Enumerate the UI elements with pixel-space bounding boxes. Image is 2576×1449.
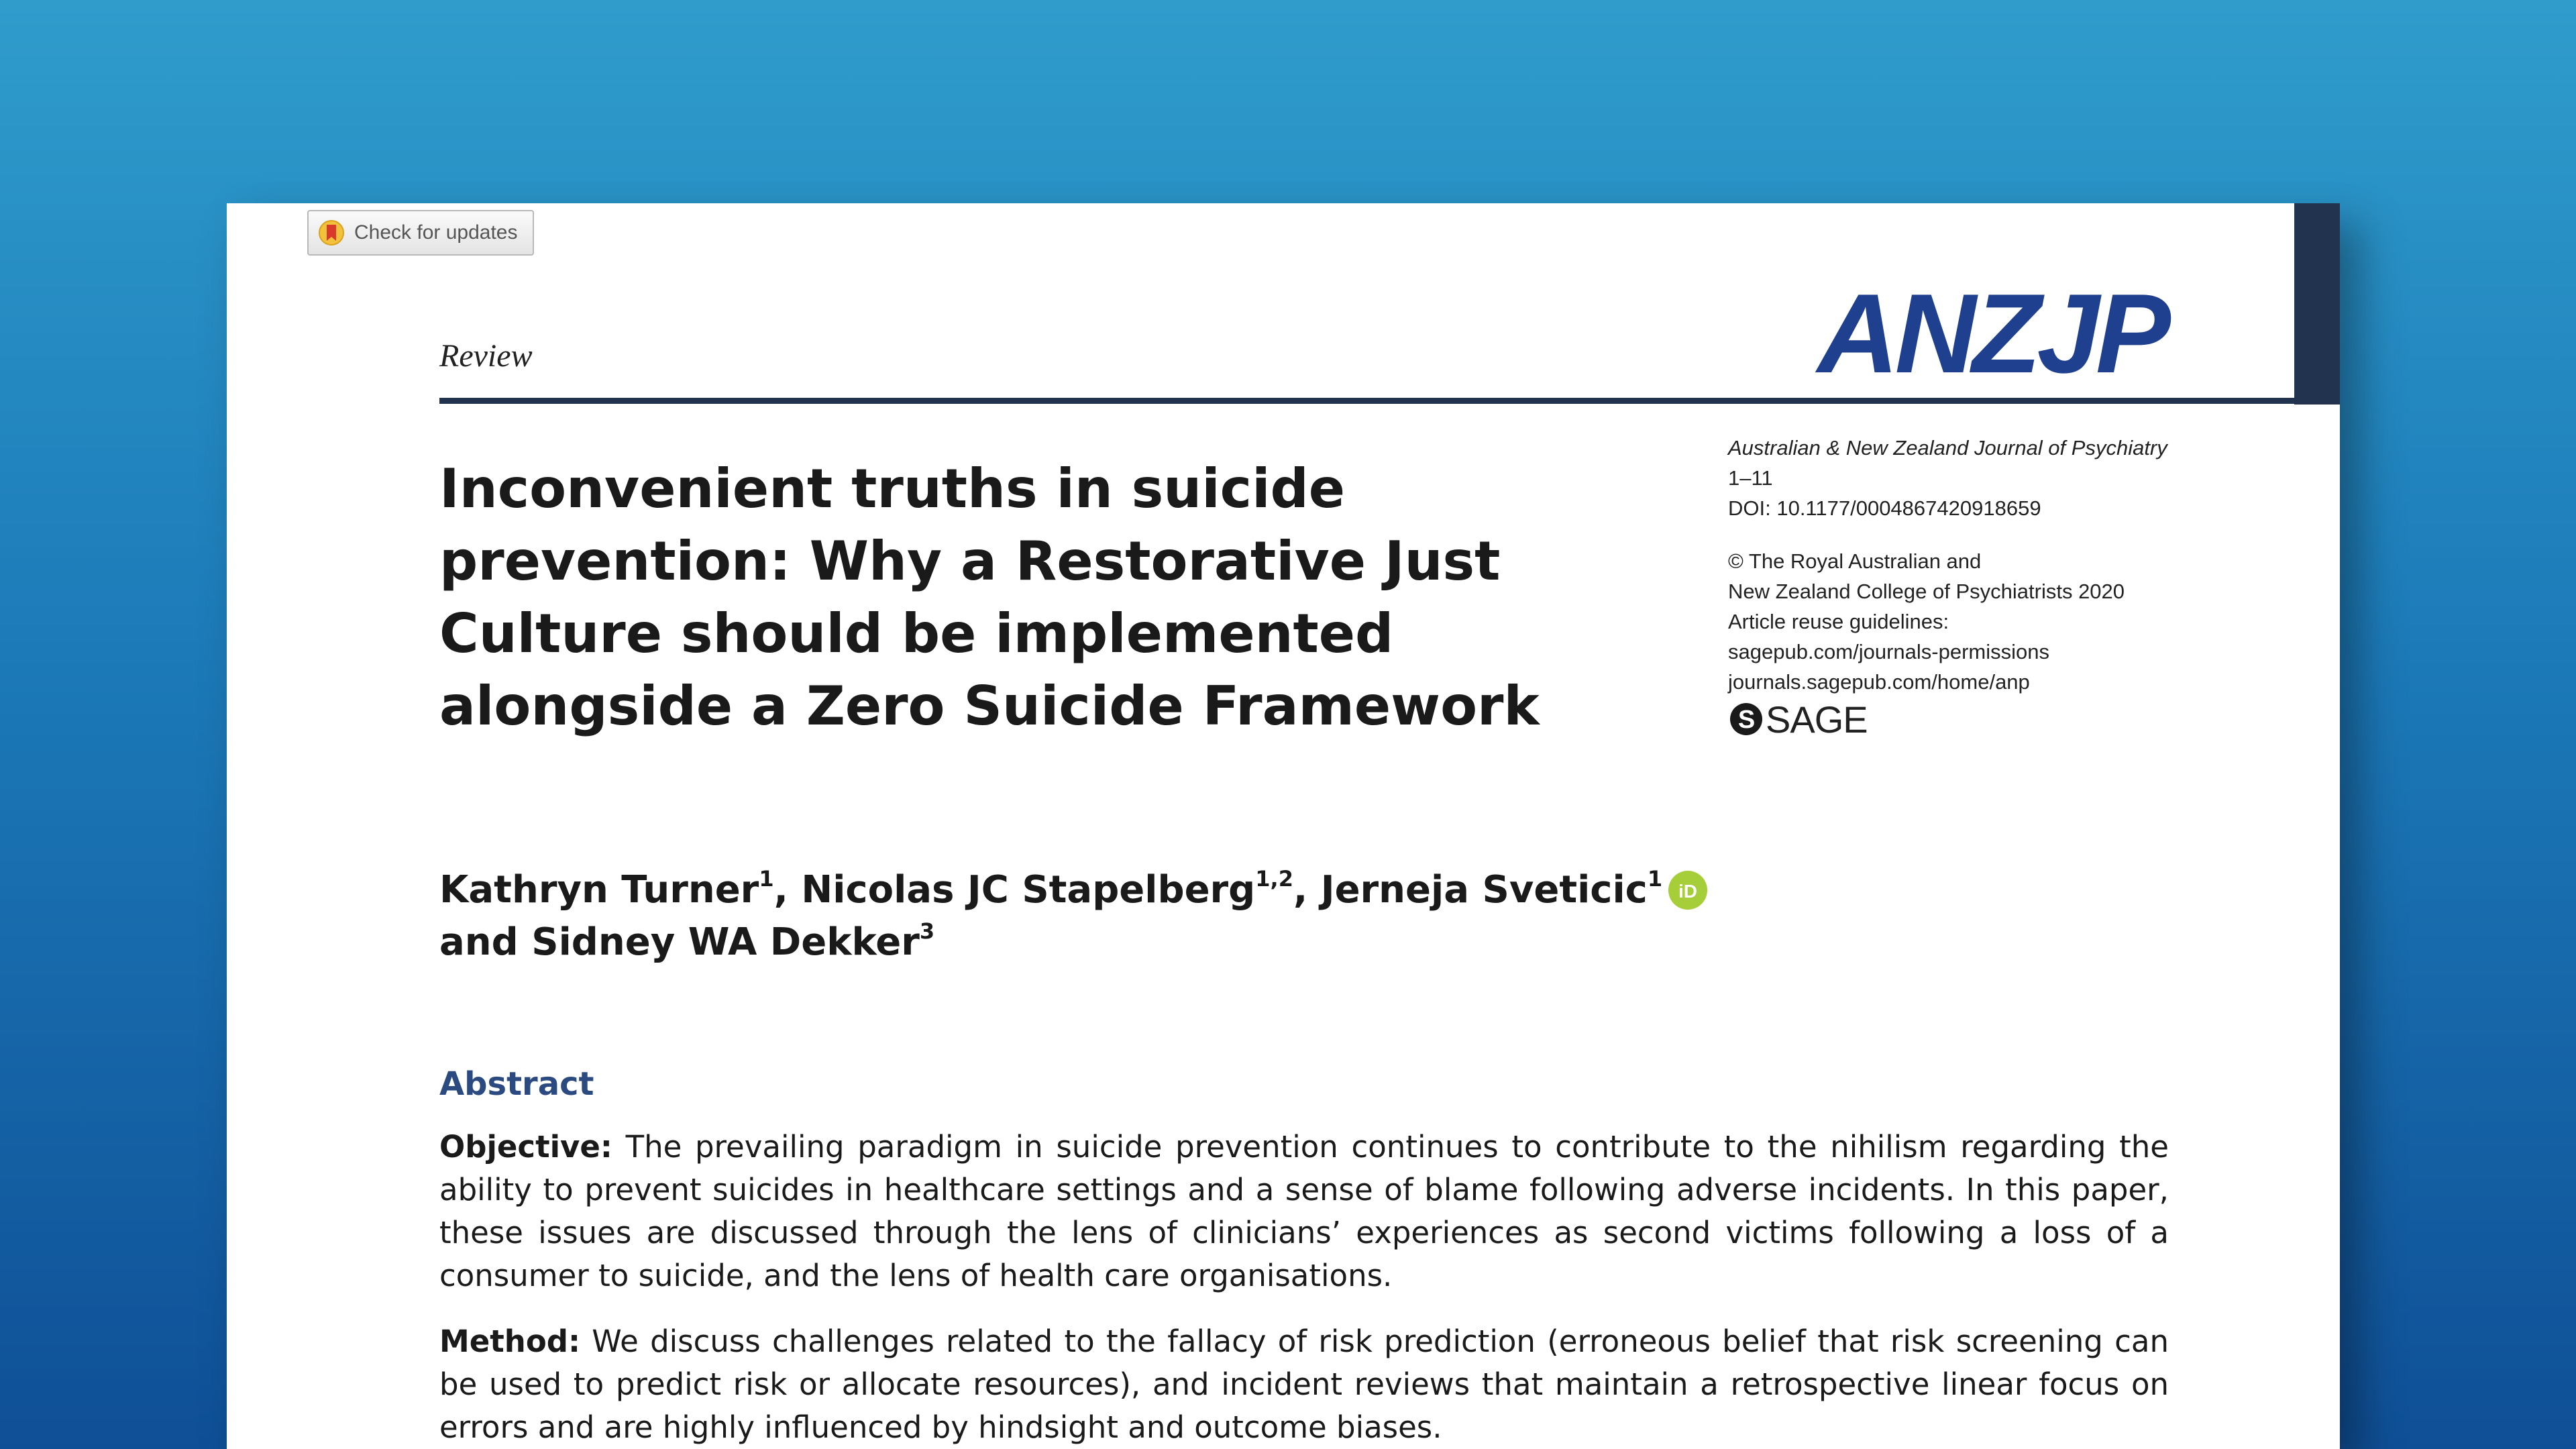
author-name[interactable]: Kathryn Turner: [439, 868, 759, 912]
check-for-updates-button[interactable]: [307, 210, 534, 256]
copyright-line-1: © The Royal Australian and: [1728, 549, 1982, 573]
author-name[interactable]: and Sidney WA Dekker: [439, 920, 920, 964]
journal-link[interactable]: journals.sagepub.com/home/anp: [1728, 670, 2030, 694]
abstract-heading: Abstract: [439, 1065, 594, 1103]
author-affiliation: 3: [919, 918, 935, 944]
author-affiliation: 1: [1647, 866, 1663, 892]
article-meta: [1728, 433, 2171, 741]
author-affiliation: 1: [759, 866, 774, 892]
method-text: We discuss challenges related to the fallacy of risk prediction (erroneous belief that risk screening can be used to predict risk or allocate resources), and incident reviews that maintain a retrospective linear focus on errors and are highly influenced by hindsight and outcome biases.: [439, 1324, 2169, 1445]
journal-logo: ANZJP: [1817, 270, 2167, 396]
page-edge-bar: [2294, 203, 2340, 405]
section-label: Review: [439, 338, 533, 374]
abstract-method: [439, 1320, 2169, 1449]
svg-text:S: S: [1737, 706, 1755, 734]
author-affiliation: 1,2: [1255, 866, 1293, 892]
author-name[interactable]: Jerneja Sveticic: [1320, 868, 1648, 912]
page-range: 1–11: [1728, 466, 1773, 490]
author-list: Kathryn Turner$^1$, Nicolas JC Stapelberg$^{1,2}$, Jerneja Sveticic$^1$ iD and Sidney WA Dekker$^3$: [439, 864, 1848, 969]
check-for-updates-label: Check for updates: [354, 221, 518, 244]
reuse-label: Article reuse guidelines:: [1728, 610, 1949, 633]
objective-text: The prevailing paradigm in suicide prevention continues to contribute to the nihilism regarding the ability to prevent suicides in healthcare settings and a sense of blame following adverse incidents. In this paper, these issues are discussed through the lens of clinicians’ experiences as second victims following a loss of a consumer to suicide, and the lens of health care organisations.: [439, 1129, 2169, 1293]
sage-logo: [1728, 698, 2171, 741]
doi[interactable]: DOI: 10.1177/0004867420918659: [1728, 496, 2041, 520]
publisher-name: SAGE: [1766, 698, 1868, 741]
svg-text:iD: iD: [1678, 881, 1698, 902]
sage-s-icon: [1728, 701, 1764, 737]
copyright-line-2: New Zealand College of Psychiatrists 2020: [1728, 580, 2125, 603]
article-title: Inconvenient truths in suicide prevention: Why a Restorative Just Culture should be implemented alongside a Zero Suicide Framework: [439, 458, 1540, 737]
method-label: Method:: [439, 1324, 580, 1359]
reuse-link[interactable]: sagepub.com/journals-permissions: [1728, 640, 2050, 663]
article-page: [227, 203, 2340, 1449]
objective-label: Objective:: [439, 1129, 612, 1165]
orcid-icon[interactable]: [1668, 870, 1708, 910]
abstract-objective: [439, 1126, 2169, 1297]
journal-name: Australian & New Zealand Journal of Psychiatry: [1728, 436, 2167, 460]
author-name[interactable]: Nicolas JC Stapelberg: [801, 868, 1256, 912]
header-rule: [439, 398, 2294, 404]
bookmark-badge-icon: [318, 219, 345, 246]
